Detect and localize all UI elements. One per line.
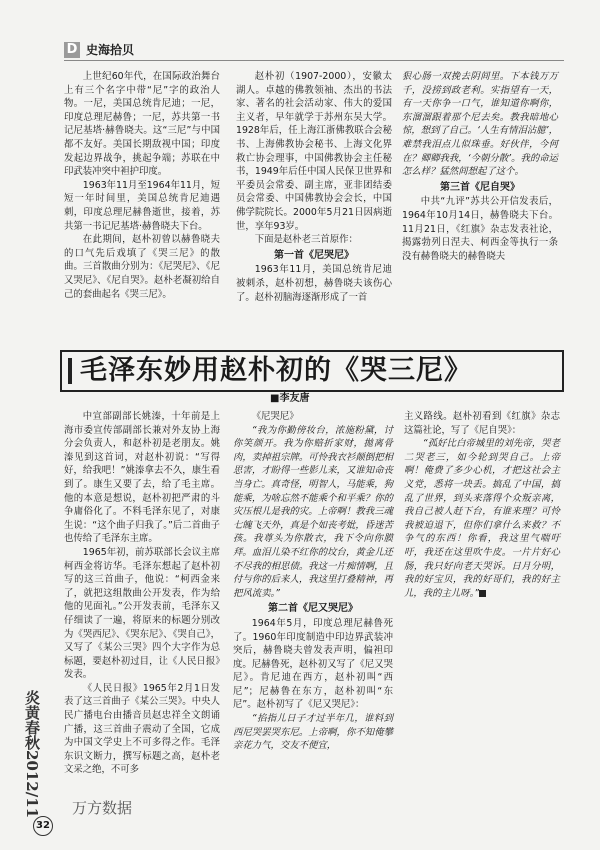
paragraph: 主义路线。赵朴初看到《红旗》杂志这篇社论，写了《尼自哭》： (404, 411, 560, 436)
paragraph: 《人民日报》1965年2月1日发表了这三首曲子《某公三哭》。中央人民广播电台由播音员赵忠祥全文朗诵广播，这三首曲子震动了全国，它成为中国文学史上不可多得之作。毛泽东识文断力，撰写标题之高，赵朴老文采之绝，不可多 (64, 682, 220, 776)
author-byline: ■李友唐 (270, 393, 310, 404)
paragraph: 在此期间，赵朴初曾以赫鲁晓夫的口气先后戏填了《哭三尼》的散曲。三首散曲分别为：《尼哭尼》、《尼又哭尼》、《尼自哭》。赵朴老凝初给自己的套曲起名《哭三尼》。 (64, 234, 220, 300)
subheading-1: 第一首《尼哭尼》 (274, 249, 354, 261)
magazine-issue-label: 炎黄春秋2012/11 (23, 690, 41, 819)
paragraph: 1964年5月，印度总理尼赫鲁死了。1960年印度制造中印边界武装冲突后，赫鲁晓夫曾发表声明，偏袒印度。尼赫鲁死，赵朴初又写了《尼又哭尼》。肯尼迪在西方，赵朴初叫“西尼”；尼赫鲁在东方，赵朴初叫“东尼”。赵朴初写了《尼又哭尼》： (233, 617, 393, 711)
poem-text (404, 437, 560, 600)
paragraph: 1963年11月至1964年11月，短短一年时间里，美国总统肯尼迪遇刺，印度总理尼赫鲁逝世，接着，苏共第一书记尼基塔·赫鲁晓夫下台。 (64, 179, 220, 232)
page-number: 32 (33, 816, 53, 836)
poem-title: 《尼哭尼》 (251, 411, 299, 422)
top-column-3 (402, 70, 558, 340)
section-badge: D (64, 42, 80, 58)
bio-paragraph: 赵朴初（1907-2000），安徽太湖人。卓越的佛教领袖、杰出的书法家、著名的社会活动家、伟大的爱国主义者，早年就学于苏州东吴大学。1928年后，任上海江浙佛教联合会秘书、上海佛教协会秘书、上海文化界救亡协会理事，中国佛教协会主任秘书，1949年后任中国人民保卫世界和平委员会常委、副主席，亚非团结委员会常委、中国佛教协会会长，中国佛学院院长。2000年5月21日因病逝世，享年93岁。 (236, 71, 392, 232)
poem-text: “掐指儿日子才过半年几，谁料到西尼哭罢哭东尼。上帝啊，你不知俺攀亲花力气，交友不便宜， (233, 713, 393, 752)
poem-body: “孤好比白帝城里的刘先帝，哭老二哭老三，如今轮到哭自己。上帝啊！俺费了多少心机，才把这社会主义党，悉将一块丢。搞乱了中国，搞乱了世界，到头来落得个众叛亲离，我自己被人赶下台，有谁来理？可怜我被迫退下，但你们拿什么来救？不争气的东西！你看，我这里气喘吁吁，我还在这里吹牛皮。一片片好心肠，我只好向老天哭诉。日月分明，我的好宝贝，我的好哥们，我的好主儿，我的主儿呀。” (404, 438, 560, 599)
header-rule (64, 60, 564, 61)
watermark: 万方数据 (72, 799, 133, 817)
paragraph: 上世纪60年代，在国际政治舞台上有三个名字中带“尼”字的政治人物。一尼，美国总统肯尼迪；一尼，印度总理尼赫鲁；一尼，苏共第一书记尼基塔·赫鲁晓夫。这“三尼”与中国都不友好。美国长期敌视中国；印度发起边界战争，挑起争端；苏联在中印武装冲突中袒护印度。 (64, 71, 220, 178)
end-mark (479, 590, 486, 597)
subheading-3: 第三首《尼自哭》 (440, 181, 520, 193)
paragraph: 中宣部副部长姚溱，十年前是上海市委宣传部副部长兼对外友协上海分会负责人，和赵朴初是老朋友。姚溱见到这首词，对赵朴初说：“写得好，给我吧！”姚溱拿去不久，康生看到了。康生又要了去，给了毛主席。他的本意是想说，赵朴初把严肃的斗争庸俗化了。不料毛泽东见了，对康生说：“这个曲子归我了。”后二首曲子也传给了毛泽东主席。 (64, 411, 220, 545)
banner-bar (68, 358, 72, 384)
subheading-2: 第二首《尼又哭尼》 (268, 603, 358, 615)
section-header (64, 42, 564, 62)
top-column-1 (64, 70, 220, 340)
poem-continued: 狠心肠一双挽去阴间里。下本钱万万千，没捞到政老利。实指望有一天，有一天你争一口气，谁知道你啊你，东溜溜跟着那个尼去矣。教我暗地心惊，想到了自己。‘人生有情泪沾臆’，难禁我泪点儿似珠垂。好伙伴，今何在？卿卿我我，‘今朝分散’。我的命运怎么样？猛然间想起了这个。 (402, 71, 558, 178)
paragraph: 中共“九评”苏共公开信发表后，1964年10月14日，赫鲁晓夫下台。11月21日，《红旗》杂志发表社论，揭露勃列日涅夫、柯西金等执行一条没有赫鲁晓夫的赫鲁晓夫 (402, 196, 558, 262)
bottom-column-3 (404, 410, 560, 800)
section-title: 史海拾贝 (86, 43, 135, 57)
article-title-banner (60, 350, 564, 392)
bottom-column-2 (233, 410, 393, 800)
paragraph: 1965年初，前苏联部长会议主席柯西金将访华。毛泽东想起了赵朴初写的这三首曲子，他说：“柯西金来了，就把这组散曲公开发表，作为给他的见面礼。”公开发表前，毛泽东又仔细读了一遍，将原来的标题分别改为《哭西尼》、《哭东尼》、《哭自己》，又写了《某公三哭》四个大字作为总标题，要赵朴初过目，让《人民日报》发表。 (64, 546, 220, 681)
article-title: 毛泽东妙用赵朴初的《哭三尼》 (80, 355, 472, 386)
paragraph: 1963年11月，美国总统肯尼迪被刺杀，赵朴初想，赫鲁晓夫该伤心了。赵朴初脑海逐渐形成了一首 (236, 264, 392, 303)
top-column-2 (236, 70, 392, 340)
poem-text: “我为你勤傍妆台，浓施粉黛，讨你笑颜开。我为你赔折家财，拋离骨肉，卖掉祖宗牌。可怜我衣衫颠倒把相思害，才盼得一些影儿来，又谁知命丧当身亡。真奇怪，明智人，马能乘，狗能乘，为啥忘然不能乘个和平乘？你的灾压根儿是我的灾。上帝啊！教我三魂七魄飞天外，真是个如丧考妣，昏迷苦孩。我尊头为你散衣，我下令向你膜拜。血泪儿染不红你的坟台，黄金儿还不尽我的相思债。我这一片痴情啊，且付与你的后来人，我这里打叠精神，再把风流卖。” (233, 424, 393, 599)
intro-paragraph: 下面是赵朴老三首原作： (254, 234, 358, 246)
bottom-column-1 (64, 410, 220, 800)
